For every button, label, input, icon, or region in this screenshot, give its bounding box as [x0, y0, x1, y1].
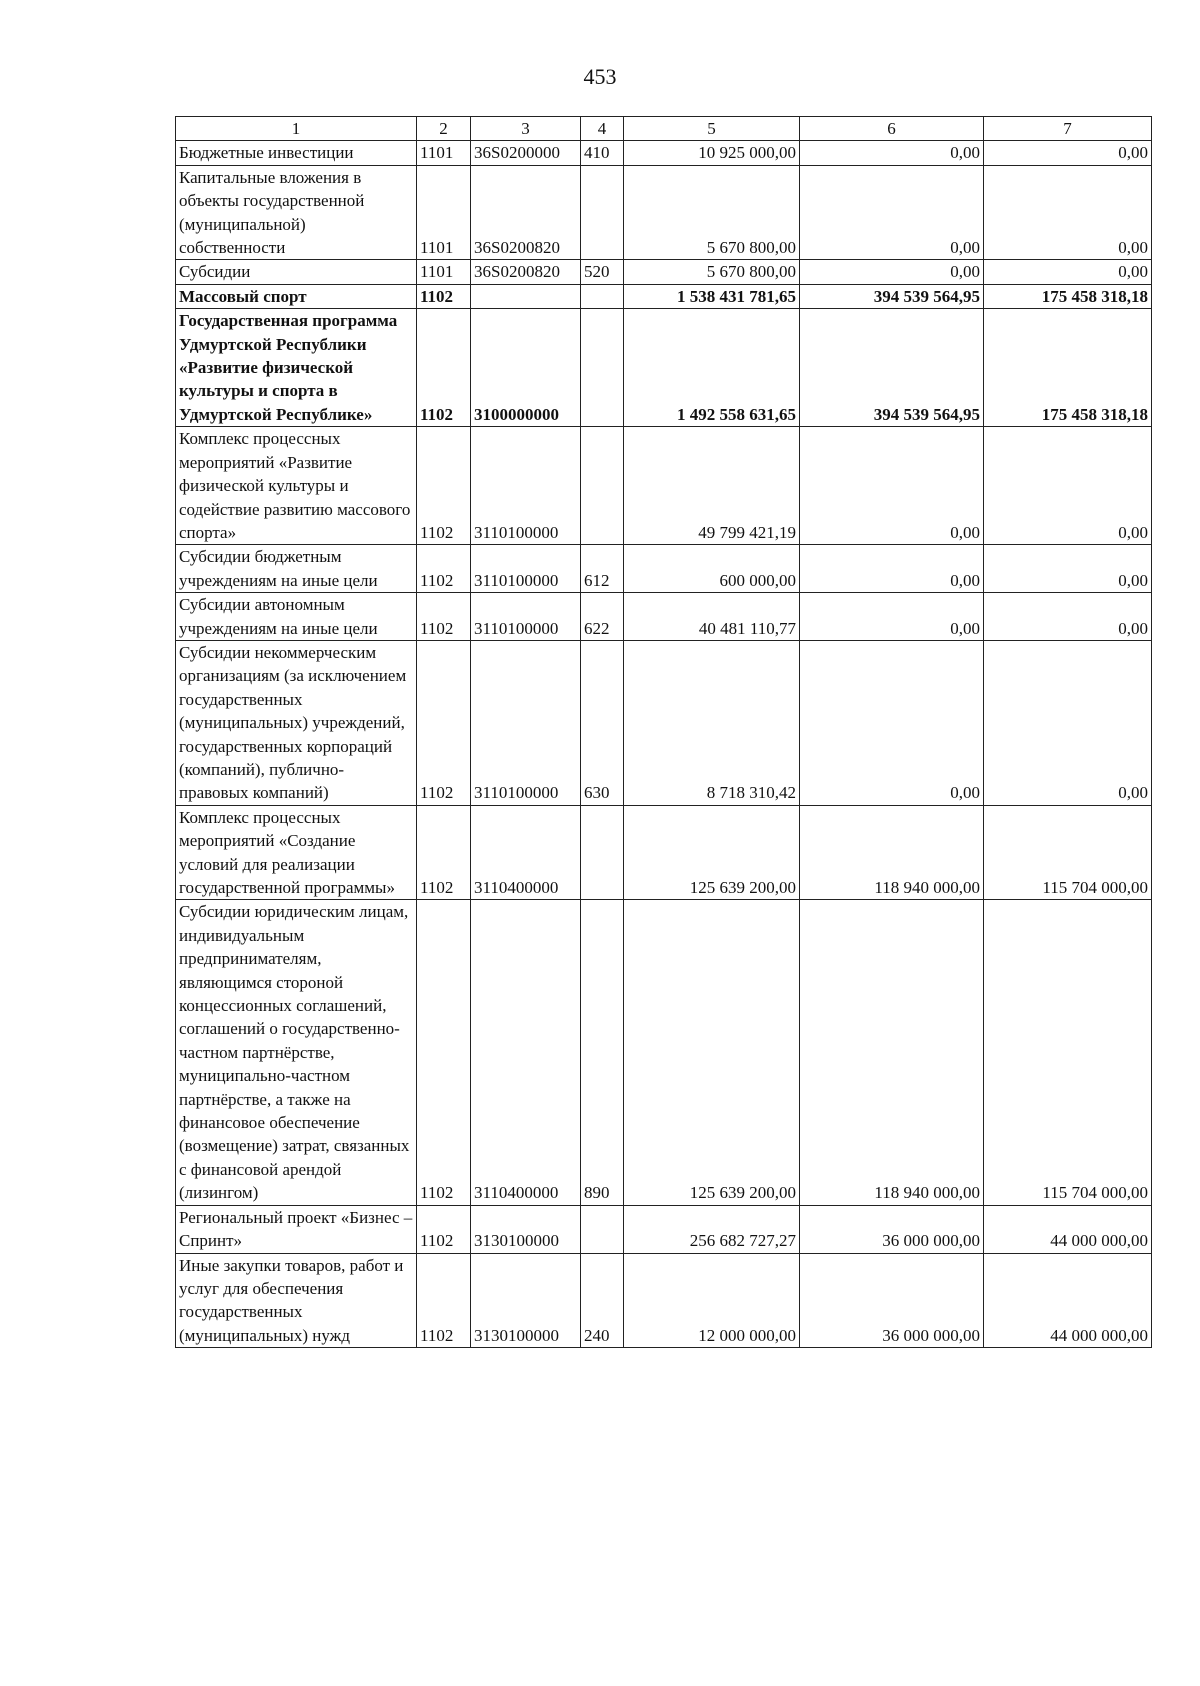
item-name-cell: Субсидии юридическим лицам, индивидуальным предпринимателям, являющимся стороной концессионных соглашений, соглашений о государственно-частном партнёрстве, муниципально-частном партнёрстве, а также на финансовое обеспечение (возмещение) затрат, связанных с финансовой арендой (лизингом) — [176, 900, 417, 1205]
table-row — [176, 900, 1152, 1205]
item-name-cell: Комплекс процессных мероприятий «Создание условий для реализации государственной программы» — [176, 805, 417, 900]
table-row — [176, 1205, 1152, 1253]
target-article-cell: 3130100000 — [471, 1205, 581, 1253]
table-body — [176, 141, 1152, 1348]
amount-col6-cell: 118 940 000,00 — [800, 900, 984, 1205]
target-article-cell: 3110400000 — [471, 805, 581, 900]
amount-col7-cell: 44 000 000,00 — [984, 1253, 1152, 1348]
table-row — [176, 427, 1152, 545]
target-article-cell: 3110100000 — [471, 640, 581, 805]
amount-col6-cell: 0,00 — [800, 427, 984, 545]
section-code-cell: 1102 — [417, 284, 471, 308]
amount-col5-cell: 1 492 558 631,65 — [624, 309, 800, 427]
expense-type-cell — [581, 805, 624, 900]
header-cell: 6 — [800, 117, 984, 141]
expense-type-cell — [581, 284, 624, 308]
expense-type-cell — [581, 1205, 624, 1253]
amount-col7-cell: 175 458 318,18 — [984, 309, 1152, 427]
amount-col6-cell: 0,00 — [800, 141, 984, 165]
amount-col5-cell: 12 000 000,00 — [624, 1253, 800, 1348]
item-name-cell: Иные закупки товаров, работ и услуг для обеспечения государственных (муниципальных) нужд — [176, 1253, 417, 1348]
amount-col6-cell: 36 000 000,00 — [800, 1253, 984, 1348]
item-name-cell: Субсидии — [176, 260, 417, 284]
header-cell: 5 — [624, 117, 800, 141]
amount-col5-cell: 8 718 310,42 — [624, 640, 800, 805]
section-code-cell: 1101 — [417, 165, 471, 260]
amount-col5-cell: 1 538 431 781,65 — [624, 284, 800, 308]
amount-col7-cell: 115 704 000,00 — [984, 900, 1152, 1205]
table-row — [176, 593, 1152, 641]
item-name-cell: Комплекс процессных мероприятий «Развитие физической культуры и содействие развитию массового спорта» — [176, 427, 417, 545]
table-row — [176, 545, 1152, 593]
table-row — [176, 309, 1152, 427]
item-name-cell: Массовый спорт — [176, 284, 417, 308]
amount-col5-cell: 40 481 110,77 — [624, 593, 800, 641]
amount-col7-cell: 0,00 — [984, 427, 1152, 545]
section-code-cell: 1102 — [417, 309, 471, 427]
section-code-cell: 1101 — [417, 260, 471, 284]
amount-col6-cell: 0,00 — [800, 165, 984, 260]
section-code-cell: 1102 — [417, 1205, 471, 1253]
table-row — [176, 1253, 1152, 1348]
table-row — [176, 141, 1152, 165]
item-name-cell: Субсидии автономным учреждениям на иные цели — [176, 593, 417, 641]
amount-col6-cell: 0,00 — [800, 640, 984, 805]
amount-col5-cell: 256 682 727,27 — [624, 1205, 800, 1253]
amount-col5-cell: 5 670 800,00 — [624, 165, 800, 260]
section-code-cell: 1102 — [417, 545, 471, 593]
amount-col6-cell: 394 539 564,95 — [800, 309, 984, 427]
budget-table — [175, 116, 1152, 1348]
amount-col5-cell: 49 799 421,19 — [624, 427, 800, 545]
expense-type-cell: 520 — [581, 260, 624, 284]
amount-col7-cell: 0,00 — [984, 141, 1152, 165]
target-article-cell: 36S0200820 — [471, 260, 581, 284]
target-article-cell: 3130100000 — [471, 1253, 581, 1348]
target-article-cell: 36S0200000 — [471, 141, 581, 165]
target-article-cell — [471, 284, 581, 308]
item-name-cell: Государственная программа Удмуртской Республики «Развитие физической культуры и спорта в Удмуртской Республике» — [176, 309, 417, 427]
table-row — [176, 640, 1152, 805]
section-code-cell: 1102 — [417, 900, 471, 1205]
section-code-cell: 1102 — [417, 640, 471, 805]
amount-col7-cell: 44 000 000,00 — [984, 1205, 1152, 1253]
amount-col7-cell: 0,00 — [984, 545, 1152, 593]
amount-col6-cell: 118 940 000,00 — [800, 805, 984, 900]
expense-type-cell — [581, 165, 624, 260]
item-name-cell: Бюджетные инвестиции — [176, 141, 417, 165]
amount-col5-cell: 125 639 200,00 — [624, 805, 800, 900]
section-code-cell: 1102 — [417, 805, 471, 900]
header-cell: 7 — [984, 117, 1152, 141]
amount-col6-cell: 0,00 — [800, 593, 984, 641]
amount-col5-cell: 600 000,00 — [624, 545, 800, 593]
amount-col7-cell: 0,00 — [984, 165, 1152, 260]
expense-type-cell: 622 — [581, 593, 624, 641]
amount-col6-cell: 36 000 000,00 — [800, 1205, 984, 1253]
header-cell: 3 — [471, 117, 581, 141]
target-article-cell: 3110100000 — [471, 427, 581, 545]
header-cell: 1 — [176, 117, 417, 141]
expense-type-cell: 240 — [581, 1253, 624, 1348]
header-row — [176, 117, 1152, 141]
amount-col7-cell: 175 458 318,18 — [984, 284, 1152, 308]
amount-col7-cell: 115 704 000,00 — [984, 805, 1152, 900]
table-row — [176, 165, 1152, 260]
target-article-cell: 3100000000 — [471, 309, 581, 427]
expense-type-cell: 630 — [581, 640, 624, 805]
table-header — [176, 117, 1152, 141]
section-code-cell: 1102 — [417, 1253, 471, 1348]
amount-col7-cell: 0,00 — [984, 260, 1152, 284]
amount-col5-cell: 10 925 000,00 — [624, 141, 800, 165]
item-name-cell: Региональный проект «Бизнес – Спринт» — [176, 1205, 417, 1253]
target-article-cell: 3110400000 — [471, 900, 581, 1205]
table-row — [176, 260, 1152, 284]
header-cell: 4 — [581, 117, 624, 141]
section-code-cell: 1102 — [417, 427, 471, 545]
table-row — [176, 805, 1152, 900]
target-article-cell: 36S0200820 — [471, 165, 581, 260]
target-article-cell: 3110100000 — [471, 593, 581, 641]
item-name-cell: Субсидии бюджетным учреждениям на иные цели — [176, 545, 417, 593]
amount-col5-cell: 125 639 200,00 — [624, 900, 800, 1205]
table-row — [176, 284, 1152, 308]
amount-col5-cell: 5 670 800,00 — [624, 260, 800, 284]
item-name-cell: Субсидии некоммерческим организациям (за исключением государственных (муниципальных) учреждений, государственных корпораций (компаний), публично-правовых компаний) — [176, 640, 417, 805]
section-code-cell: 1101 — [417, 141, 471, 165]
page-number: 453 — [583, 64, 617, 89]
amount-col6-cell: 394 539 564,95 — [800, 284, 984, 308]
item-name-cell: Капитальные вложения в объекты государственной (муниципальной) собственности — [176, 165, 417, 260]
amount-col7-cell: 0,00 — [984, 640, 1152, 805]
expense-type-cell: 890 — [581, 900, 624, 1205]
section-code-cell: 1102 — [417, 593, 471, 641]
expense-type-cell: 612 — [581, 545, 624, 593]
expense-type-cell — [581, 427, 624, 545]
expense-type-cell: 410 — [581, 141, 624, 165]
amount-col6-cell: 0,00 — [800, 545, 984, 593]
expense-type-cell — [581, 309, 624, 427]
amount-col7-cell: 0,00 — [984, 593, 1152, 641]
header-cell: 2 — [417, 117, 471, 141]
target-article-cell: 3110100000 — [471, 545, 581, 593]
amount-col6-cell: 0,00 — [800, 260, 984, 284]
